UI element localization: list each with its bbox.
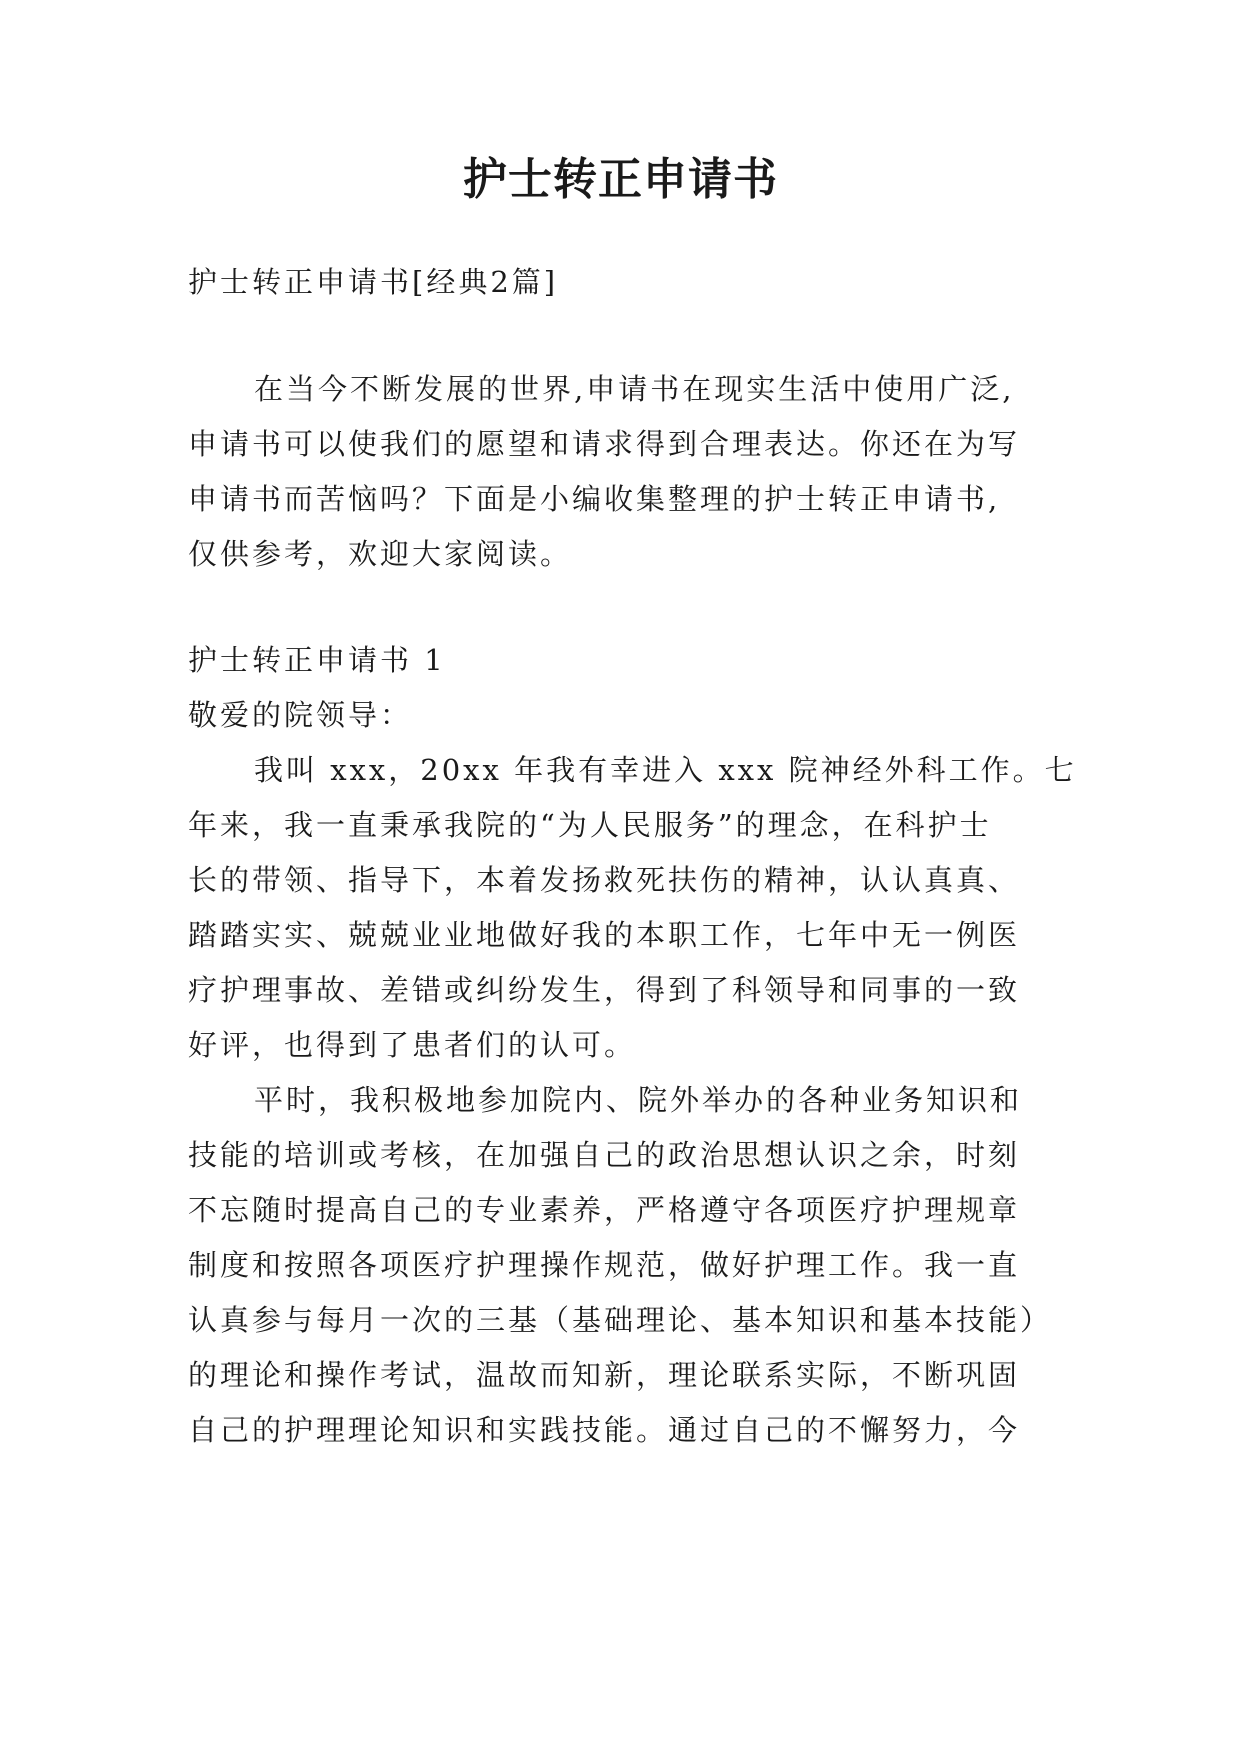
intro-line: 在当今不断发展的世界,申请书在现实生活中使用广泛,: [254, 372, 1015, 406]
salutation: 敬爱的院领导：: [188, 698, 413, 732]
paragraph-line: 制度和按照各项医疗护理操作规范，做好护理工作。我一直: [188, 1248, 1021, 1282]
paragraph-line: 不忘随时提高自己的专业素养，严格遵守各项医疗护理规章: [188, 1193, 1021, 1227]
paragraph-line: 踏踏实实、兢兢业业地做好我的本职工作，七年中无一例医: [188, 918, 1021, 952]
paragraph-line: 自己的护理理论知识和实践技能。通过自己的不懈努力，今: [188, 1413, 1021, 1447]
paragraph-line: 的理论和操作考试，温故而知新，理论联系实际，不断巩固: [188, 1358, 1021, 1392]
intro-line: 申请书而苦恼吗？下面是小编收集整理的护士转正申请书,: [188, 482, 1001, 516]
paragraph-line: 认真参与每月一次的三基（基础理论、基本知识和基本技能）: [188, 1303, 1053, 1337]
paragraph-line: 我叫 xxx，20xx 年我有幸进入 xxx 院神经外科工作。七: [254, 753, 1077, 787]
section-heading: 护士转正申请书 1: [188, 643, 446, 677]
paragraph-line: 好评，也得到了患者们的认可。: [188, 1028, 637, 1062]
paragraph-line: 平时，我积极地参加院内、院外举办的各种业务知识和: [254, 1083, 1023, 1117]
intro-line: 申请书可以使我们的愿望和请求得到合理表达。你还在为写: [188, 427, 1021, 461]
document-subtitle: 护士转正申请书[经典2篇]: [188, 265, 559, 299]
intro-line: 仅供参考，欢迎大家阅读。: [188, 537, 573, 571]
paragraph-line: 技能的培训或考核，在加强自己的政治思想认识之余，时刻: [188, 1138, 1021, 1172]
paragraph-line: 年来，我一直秉承我院的“为人民服务”的理念，在科护士: [188, 808, 992, 842]
paragraph-line: 疗护理事故、差错或纠纷发生，得到了科领导和同事的一致: [188, 973, 1021, 1007]
paragraph-line: 长的带领、指导下，本着发扬救死扶伤的精神，认认真真、: [188, 863, 1021, 897]
document-title: 护士转正申请书: [463, 154, 778, 205]
